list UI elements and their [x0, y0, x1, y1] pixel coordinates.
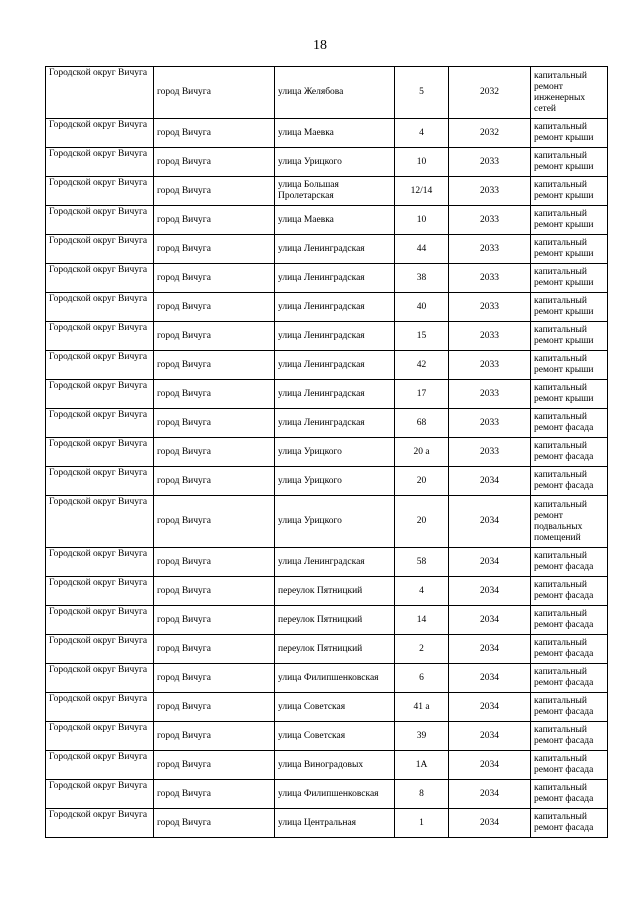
cell-year: 2034: [449, 664, 531, 693]
cell-house-number: 42: [395, 351, 449, 380]
cell-house-number: 8: [395, 780, 449, 809]
cell-year: 2034: [449, 467, 531, 496]
cell-house-number: 68: [395, 409, 449, 438]
table-row: [46, 351, 608, 380]
cell-house-number: 58: [395, 548, 449, 577]
cell-municipality: Городской округ Вичуга: [46, 467, 154, 496]
cell-year: 2033: [449, 264, 531, 293]
cell-street: улица Ленинградская: [275, 235, 395, 264]
table-row: [46, 693, 608, 722]
cell-street: переулок Пятницкий: [275, 635, 395, 664]
cell-street: улица Ленинградская: [275, 351, 395, 380]
table-row: [46, 496, 608, 548]
cell-year: 2034: [449, 635, 531, 664]
cell-municipality: Городской округ Вичуга: [46, 119, 154, 148]
table-row: [46, 293, 608, 322]
cell-street: улица Центральная: [275, 809, 395, 838]
cell-street: улица Урицкого: [275, 148, 395, 177]
cell-settlement: город Вичуга: [154, 67, 275, 119]
cell-settlement: город Вичуга: [154, 780, 275, 809]
cell-work-type: капитальный ремонт фасада: [531, 751, 608, 780]
table-row: [46, 322, 608, 351]
cell-year: 2034: [449, 722, 531, 751]
table-row: [46, 206, 608, 235]
cell-municipality: Городской округ Вичуга: [46, 264, 154, 293]
cell-work-type: капитальный ремонт фасада: [531, 693, 608, 722]
cell-work-type: капитальный ремонт фасада: [531, 467, 608, 496]
cell-house-number: 20: [395, 467, 449, 496]
cell-house-number: 20 а: [395, 438, 449, 467]
cell-street: улица Филипшенковская: [275, 780, 395, 809]
cell-house-number: 40: [395, 293, 449, 322]
cell-year: 2033: [449, 351, 531, 380]
cell-settlement: город Вичуга: [154, 235, 275, 264]
cell-municipality: Городской округ Вичуга: [46, 293, 154, 322]
table-row: [46, 409, 608, 438]
cell-street: улица Ленинградская: [275, 322, 395, 351]
cell-house-number: 5: [395, 67, 449, 119]
cell-municipality: Городской округ Вичуга: [46, 177, 154, 206]
cell-work-type: капитальный ремонт фасада: [531, 809, 608, 838]
cell-house-number: 39: [395, 722, 449, 751]
cell-municipality: Городской округ Вичуга: [46, 693, 154, 722]
cell-street: улица Ленинградская: [275, 548, 395, 577]
cell-municipality: Городской округ Вичуга: [46, 322, 154, 351]
cell-work-type: капитальный ремонт крыши: [531, 264, 608, 293]
cell-municipality: Городской округ Вичуга: [46, 606, 154, 635]
cell-settlement: город Вичуга: [154, 548, 275, 577]
cell-house-number: 15: [395, 322, 449, 351]
cell-street: улица Желябова: [275, 67, 395, 119]
cell-house-number: 1: [395, 809, 449, 838]
cell-house-number: 12/14: [395, 177, 449, 206]
cell-settlement: город Вичуга: [154, 751, 275, 780]
cell-house-number: 10: [395, 206, 449, 235]
cell-municipality: Городской округ Вичуга: [46, 809, 154, 838]
cell-year: 2034: [449, 577, 531, 606]
cell-work-type: капитальный ремонт фасада: [531, 548, 608, 577]
cell-settlement: город Вичуга: [154, 467, 275, 496]
cell-municipality: Городской округ Вичуга: [46, 664, 154, 693]
cell-street: улица Маевка: [275, 119, 395, 148]
cell-settlement: город Вичуга: [154, 177, 275, 206]
cell-settlement: город Вичуга: [154, 809, 275, 838]
repair-schedule-table: [45, 66, 608, 838]
cell-year: 2034: [449, 606, 531, 635]
table-row: [46, 722, 608, 751]
cell-settlement: город Вичуга: [154, 496, 275, 548]
cell-year: 2034: [449, 548, 531, 577]
cell-settlement: город Вичуга: [154, 438, 275, 467]
cell-year: 2033: [449, 177, 531, 206]
cell-work-type: капитальный ремонт крыши: [531, 235, 608, 264]
cell-house-number: 17: [395, 380, 449, 409]
cell-work-type: капитальный ремонт фасада: [531, 722, 608, 751]
cell-year: 2033: [449, 380, 531, 409]
cell-house-number: 44: [395, 235, 449, 264]
table-row: [46, 467, 608, 496]
cell-settlement: город Вичуга: [154, 409, 275, 438]
cell-street: переулок Пятницкий: [275, 606, 395, 635]
cell-year: 2033: [449, 206, 531, 235]
cell-house-number: 1А: [395, 751, 449, 780]
cell-street: улица Ленинградская: [275, 264, 395, 293]
cell-municipality: Городской округ Вичуга: [46, 438, 154, 467]
cell-municipality: Городской округ Вичуга: [46, 409, 154, 438]
cell-house-number: 4: [395, 119, 449, 148]
page-number: 18: [313, 38, 327, 53]
cell-street: улица Урицкого: [275, 438, 395, 467]
cell-house-number: 6: [395, 664, 449, 693]
cell-settlement: город Вичуга: [154, 577, 275, 606]
cell-work-type: капитальный ремонт крыши: [531, 206, 608, 235]
cell-work-type: капитальный ремонт фасада: [531, 577, 608, 606]
cell-year: 2033: [449, 322, 531, 351]
cell-street: улица Виноградовых: [275, 751, 395, 780]
cell-street: улица Большая Пролетарская: [275, 177, 395, 206]
table-row: [46, 380, 608, 409]
cell-work-type: капитальный ремонт фасада: [531, 780, 608, 809]
cell-settlement: город Вичуга: [154, 351, 275, 380]
cell-year: 2033: [449, 438, 531, 467]
cell-municipality: Городской округ Вичуга: [46, 577, 154, 606]
table-row: [46, 148, 608, 177]
cell-street: улица Маевка: [275, 206, 395, 235]
cell-work-type: капитальный ремонт крыши: [531, 148, 608, 177]
cell-house-number: 20: [395, 496, 449, 548]
cell-settlement: город Вичуга: [154, 635, 275, 664]
cell-street: улица Ленинградская: [275, 380, 395, 409]
table-row: [46, 264, 608, 293]
cell-work-type: капитальный ремонт крыши: [531, 380, 608, 409]
cell-work-type: капитальный ремонт фасада: [531, 635, 608, 664]
cell-year: 2034: [449, 693, 531, 722]
cell-municipality: Городской округ Вичуга: [46, 351, 154, 380]
cell-work-type: капитальный ремонт крыши: [531, 293, 608, 322]
table-row: [46, 67, 608, 119]
cell-settlement: город Вичуга: [154, 693, 275, 722]
cell-settlement: город Вичуга: [154, 206, 275, 235]
cell-municipality: Городской округ Вичуга: [46, 780, 154, 809]
cell-settlement: город Вичуга: [154, 148, 275, 177]
cell-house-number: 4: [395, 577, 449, 606]
cell-settlement: город Вичуга: [154, 380, 275, 409]
cell-house-number: 2: [395, 635, 449, 664]
cell-house-number: 41 а: [395, 693, 449, 722]
cell-street: улица Урицкого: [275, 467, 395, 496]
cell-work-type: капитальный ремонт крыши: [531, 351, 608, 380]
cell-street: переулок Пятницкий: [275, 577, 395, 606]
cell-municipality: Городской округ Вичуга: [46, 235, 154, 264]
cell-municipality: Городской округ Вичуга: [46, 548, 154, 577]
cell-municipality: Городской округ Вичуга: [46, 206, 154, 235]
cell-year: 2033: [449, 293, 531, 322]
table-row: [46, 235, 608, 264]
cell-house-number: 14: [395, 606, 449, 635]
cell-municipality: Городской округ Вичуга: [46, 751, 154, 780]
cell-year: 2034: [449, 809, 531, 838]
cell-year: 2032: [449, 67, 531, 119]
table-row: [46, 548, 608, 577]
cell-settlement: город Вичуга: [154, 119, 275, 148]
table-row: [46, 751, 608, 780]
cell-settlement: город Вичуга: [154, 664, 275, 693]
cell-work-type: капитальный ремонт фасада: [531, 606, 608, 635]
cell-work-type: капитальный ремонт фасада: [531, 438, 608, 467]
table-row: [46, 780, 608, 809]
cell-municipality: Городской округ Вичуга: [46, 67, 154, 119]
cell-municipality: Городской округ Вичуга: [46, 635, 154, 664]
cell-settlement: город Вичуга: [154, 322, 275, 351]
cell-street: улица Советская: [275, 722, 395, 751]
cell-year: 2033: [449, 409, 531, 438]
cell-settlement: город Вичуга: [154, 293, 275, 322]
cell-work-type: капитальный ремонт крыши: [531, 177, 608, 206]
cell-municipality: Городской округ Вичуга: [46, 496, 154, 548]
cell-settlement: город Вичуга: [154, 722, 275, 751]
cell-municipality: Городской округ Вичуга: [46, 380, 154, 409]
cell-street: улица Ленинградская: [275, 409, 395, 438]
cell-work-type: капитальный ремонт подвальных помещений: [531, 496, 608, 548]
cell-work-type: капитальный ремонт фасада: [531, 409, 608, 438]
cell-work-type: капитальный ремонт крыши: [531, 119, 608, 148]
cell-settlement: город Вичуга: [154, 606, 275, 635]
cell-street: улица Урицкого: [275, 496, 395, 548]
cell-work-type: капитальный ремонт инженерных сетей: [531, 67, 608, 119]
cell-house-number: 38: [395, 264, 449, 293]
cell-work-type: капитальный ремонт фасада: [531, 664, 608, 693]
cell-settlement: город Вичуга: [154, 264, 275, 293]
cell-municipality: Городской округ Вичуга: [46, 722, 154, 751]
table-body: [46, 67, 608, 838]
table-row: [46, 635, 608, 664]
cell-year: 2033: [449, 148, 531, 177]
table-row: [46, 177, 608, 206]
table-row: [46, 438, 608, 467]
table-row: [46, 606, 608, 635]
cell-house-number: 10: [395, 148, 449, 177]
table-row: [46, 809, 608, 838]
cell-year: 2034: [449, 751, 531, 780]
cell-municipality: Городской округ Вичуга: [46, 148, 154, 177]
cell-year: 2032: [449, 119, 531, 148]
table-row: [46, 577, 608, 606]
table-row: [46, 119, 608, 148]
cell-street: улица Советская: [275, 693, 395, 722]
table-row: [46, 664, 608, 693]
cell-street: улица Филипшенковская: [275, 664, 395, 693]
cell-work-type: капитальный ремонт крыши: [531, 322, 608, 351]
cell-year: 2033: [449, 235, 531, 264]
cell-year: 2034: [449, 780, 531, 809]
cell-year: 2034: [449, 496, 531, 548]
cell-street: улица Ленинградская: [275, 293, 395, 322]
